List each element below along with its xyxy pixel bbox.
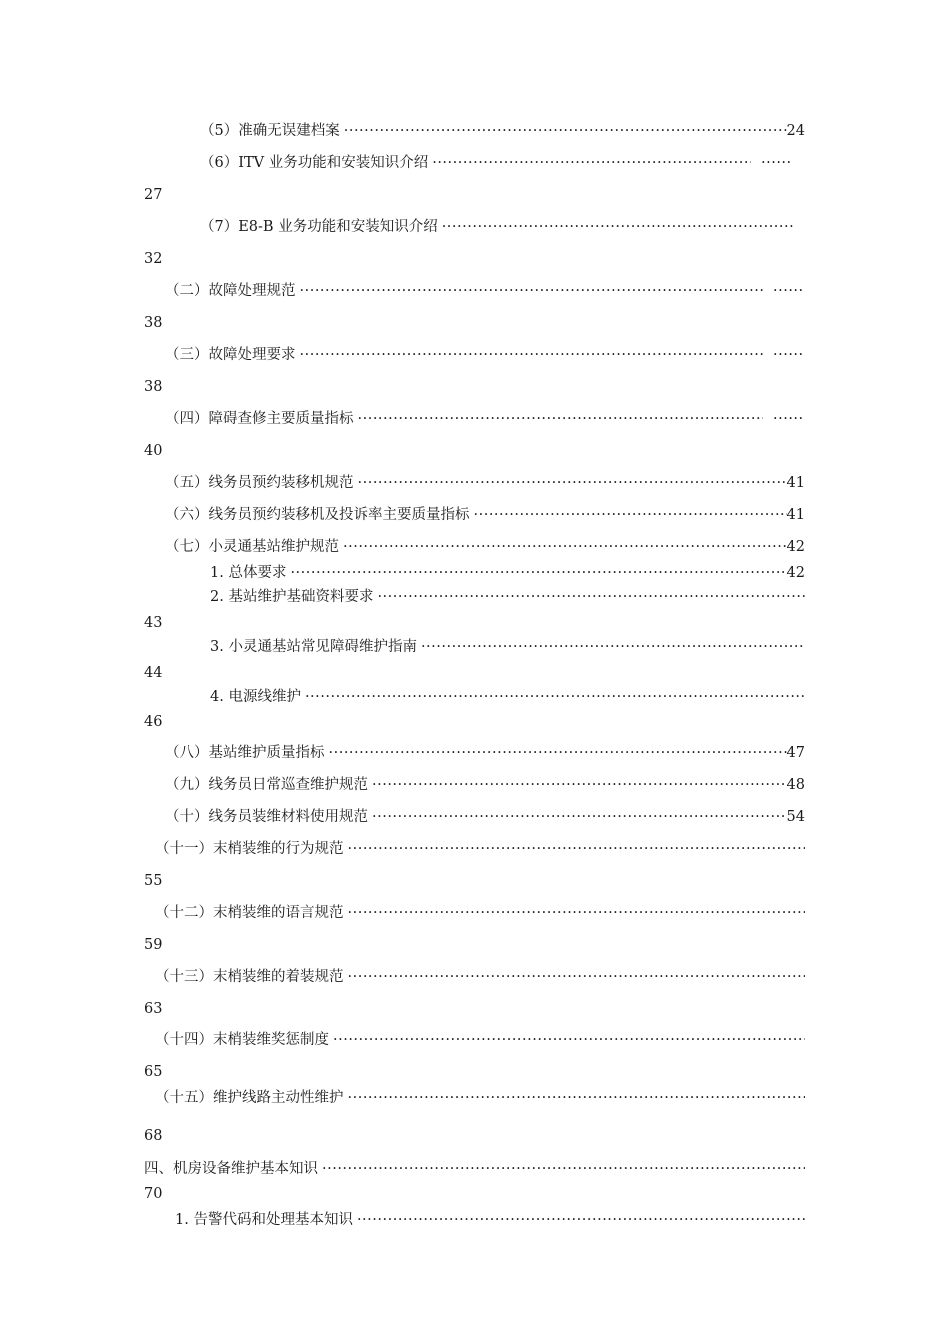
toc-entry[interactable] [165, 473, 805, 493]
toc-leader-dots [773, 409, 805, 429]
toc-page-number: 42 [786, 565, 805, 581]
toc-page-number: 32 [144, 251, 163, 267]
toc-entry-label: 1. 告警代码和处理基本知识 [175, 1212, 353, 1228]
toc-leader-dots [329, 743, 787, 763]
toc-leader-dots [348, 839, 806, 859]
toc-entry-label: （三）故障处理要求 [165, 347, 296, 363]
toc-page-number: 38 [144, 315, 163, 331]
toc-leader-dots [358, 409, 764, 429]
toc-page-number: 63 [144, 1001, 163, 1017]
toc-leader-dots [348, 903, 806, 923]
toc-entry-label: （十一）末梢装维的行为规范 [155, 841, 344, 857]
toc-entry-label: （二）故障处理规范 [165, 283, 296, 299]
toc-entry-label: （十五）维护线路主动性维护 [155, 1090, 344, 1106]
toc-entry-label: （八）基站维护质量指标 [165, 745, 325, 761]
toc-page-number: 68 [144, 1128, 163, 1144]
toc-leader-dots [305, 687, 805, 707]
toc-entry-label: （九）线务员日常巡查维护规范 [165, 777, 368, 793]
toc-entry[interactable] [210, 563, 805, 583]
toc-entry[interactable] [165, 743, 805, 763]
toc-entry-label: （十四）末梢装维奖惩制度 [155, 1032, 329, 1048]
toc-leader-dots [357, 1210, 805, 1230]
toc-page-number: 55 [144, 873, 163, 889]
toc-entry[interactable] [155, 1088, 805, 1108]
toc-entry[interactable] [165, 409, 805, 429]
toc-leader-dots [343, 537, 787, 557]
toc-leader-dots [377, 587, 805, 607]
toc-entry-label: （7）E8-B 业务功能和安装知识介绍 [200, 219, 438, 235]
toc-entry[interactable] [200, 217, 793, 237]
toc-entry-label: 3. 小灵通基站常见障碍维护指南 [210, 639, 417, 655]
toc-page-number: 46 [144, 714, 163, 730]
toc-page-number: 40 [144, 443, 163, 459]
toc-leader-dots [442, 217, 793, 237]
toc-leader-dots [333, 1030, 805, 1050]
toc-entry-label: （七）小灵通基站维护规范 [165, 539, 339, 555]
toc-entry[interactable] [165, 537, 805, 557]
toc-entry[interactable] [175, 1210, 805, 1230]
toc-entry-label: （6）ITV 业务功能和安装知识介绍 [200, 155, 429, 171]
toc-page-number: 54 [786, 809, 805, 825]
toc-leader-dots [432, 153, 751, 173]
toc-entry-label: （四）障碍查修主要质量指标 [165, 411, 354, 427]
toc-entry-label: 4. 电源线维护 [210, 689, 301, 705]
toc-page-number: 43 [144, 615, 163, 631]
toc-leader-dots [300, 345, 764, 365]
toc-entry-label: （十）线务员装维材料使用规范 [165, 809, 368, 825]
toc-page-number: 24 [786, 123, 805, 139]
toc-entry[interactable] [210, 637, 805, 657]
toc-leader-dots [773, 281, 805, 301]
toc-entry-label: 2. 基站维护基础资料要求 [210, 589, 374, 605]
toc-entry[interactable] [165, 281, 805, 301]
toc-page-number: 65 [144, 1064, 163, 1080]
toc-entry[interactable] [165, 505, 805, 525]
toc-entry-label: 1. 总体要求 [210, 565, 287, 581]
toc-leader-dots [344, 121, 787, 141]
toc-page-number: 27 [144, 187, 163, 203]
toc-leader-dots [372, 807, 787, 827]
toc-leader-dots [761, 153, 793, 173]
toc-leader-dots [474, 505, 787, 525]
toc-page-number: 41 [786, 475, 805, 491]
toc-leader-dots [348, 967, 806, 987]
toc-entry[interactable] [200, 153, 793, 173]
toc-entry-label: 四、机房设备维护基本知识 [144, 1161, 318, 1177]
toc-page-number: 44 [144, 665, 163, 681]
toc-leader-dots [421, 637, 805, 657]
toc-entry[interactable] [165, 345, 805, 365]
toc-entry[interactable] [210, 587, 805, 607]
toc-entry-label: （六）线务员预约装移机及投诉率主要质量指标 [165, 507, 470, 523]
toc-entry[interactable] [155, 1030, 805, 1050]
toc-leader-dots [372, 775, 787, 795]
toc-entry[interactable] [165, 775, 805, 795]
toc-entry-label: （5）准确无误建档案 [200, 123, 340, 139]
toc-entry[interactable] [200, 121, 805, 141]
toc-leader-dots [300, 281, 764, 301]
toc-entry[interactable] [155, 903, 805, 923]
toc-entry[interactable] [155, 839, 805, 859]
toc-entry[interactable] [155, 967, 805, 987]
toc-page-number: 41 [786, 507, 805, 523]
toc-page-number: 47 [786, 745, 805, 761]
toc-leader-dots [322, 1159, 805, 1179]
toc-entry-label: （十二）末梢装维的语言规范 [155, 905, 344, 921]
toc-leader-dots [358, 473, 787, 493]
toc-page-number: 59 [144, 937, 163, 953]
toc-leader-dots [348, 1088, 806, 1108]
toc-entry[interactable] [165, 807, 805, 827]
toc-page-number: 42 [786, 539, 805, 555]
toc-leader-dots [290, 563, 786, 583]
toc-page-number: 48 [786, 777, 805, 793]
toc-entry-label: （五）线务员预约装移机规范 [165, 475, 354, 491]
toc-leader-dots [773, 345, 805, 365]
toc-entry[interactable] [210, 687, 805, 707]
toc-entry-label: （十三）末梢装维的着装规范 [155, 969, 344, 985]
toc-entry[interactable] [144, 1159, 805, 1179]
toc-page-number: 38 [144, 379, 163, 395]
toc-page-number: 70 [144, 1186, 163, 1202]
